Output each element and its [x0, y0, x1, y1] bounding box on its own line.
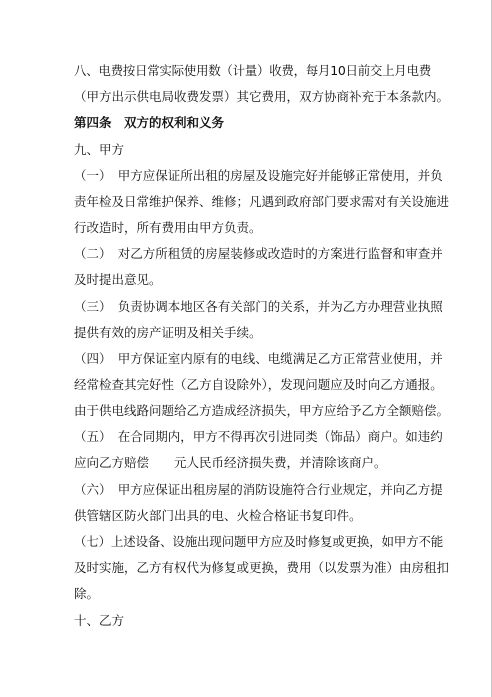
item-1-line-2: 责年检及日常维护保养、维修；凡遇到政府部门要求需对有关设施进: [74, 194, 450, 209]
clause-8-line-1: 八、电费按日常实际使用数（计量）收费，每月10日前交上月电费: [74, 63, 431, 78]
item-2-line-2: 及时提出意见。: [74, 272, 162, 287]
item-3-line-1: （三） 负责协调本地区各有关部门的关系，并为乙方办理营业执照: [74, 299, 443, 314]
item-4-line-1: （四） 甲方保证室内原有的电线、电缆满足乙方正常营业使用，并: [74, 351, 443, 366]
item-6-line-2: 供管辖区防火部门出具的电、火检合格证书复印件。: [74, 508, 362, 523]
item-1-line-1: （一） 甲方应保证所出租的房屋及设施完好并能够正常使用，并负: [74, 168, 443, 183]
item-2-line-1: （二） 对乙方所租赁的房屋装修或改造时的方案进行监督和审查并: [74, 246, 443, 261]
item-5-line-2: 应向乙方赔偿 元人民币经济损失费，并清除该商户。: [74, 455, 387, 470]
article-4-heading: 第四条 双方的权利和义务: [74, 115, 225, 130]
item-4-line-3: 由于供电线路问题给乙方造成经济损失，甲方应给予乙方全额赔偿。: [74, 403, 450, 418]
item-3-line-2: 提供有效的房产证明及相关手续。: [74, 325, 262, 340]
item-7-line-3: 除。: [74, 586, 100, 601]
item-5-line-1: （五） 在合同期内，甲方不得再次引进同类（饰品）商户。如违约: [74, 429, 443, 444]
item-4-line-2: 经常检查其完好性（乙方自设除外），发现问题应及时向乙方通报。: [74, 377, 443, 392]
party-a-heading: 九、甲方: [74, 142, 125, 157]
item-1-line-3: 行改造时，所有费用由甲方负责。: [74, 220, 262, 235]
item-7-line-2: 及时实施，乙方有权代为修复或更换，费用（以发票为准）由房租扣: [74, 560, 450, 575]
party-b-heading: 十、乙方: [74, 613, 125, 628]
item-6-line-1: （六） 甲方应保证出租房屋的消防设施符合行业规定，并向乙方提: [74, 482, 443, 497]
item-7-line-1: （七）上述设备、设施出现问题甲方应及时修复或更换，如甲方不能: [74, 534, 444, 549]
clause-8-line-2: （甲方出示供电局收费发票）其它费用，双方协商补充于本条款内。: [74, 89, 450, 104]
